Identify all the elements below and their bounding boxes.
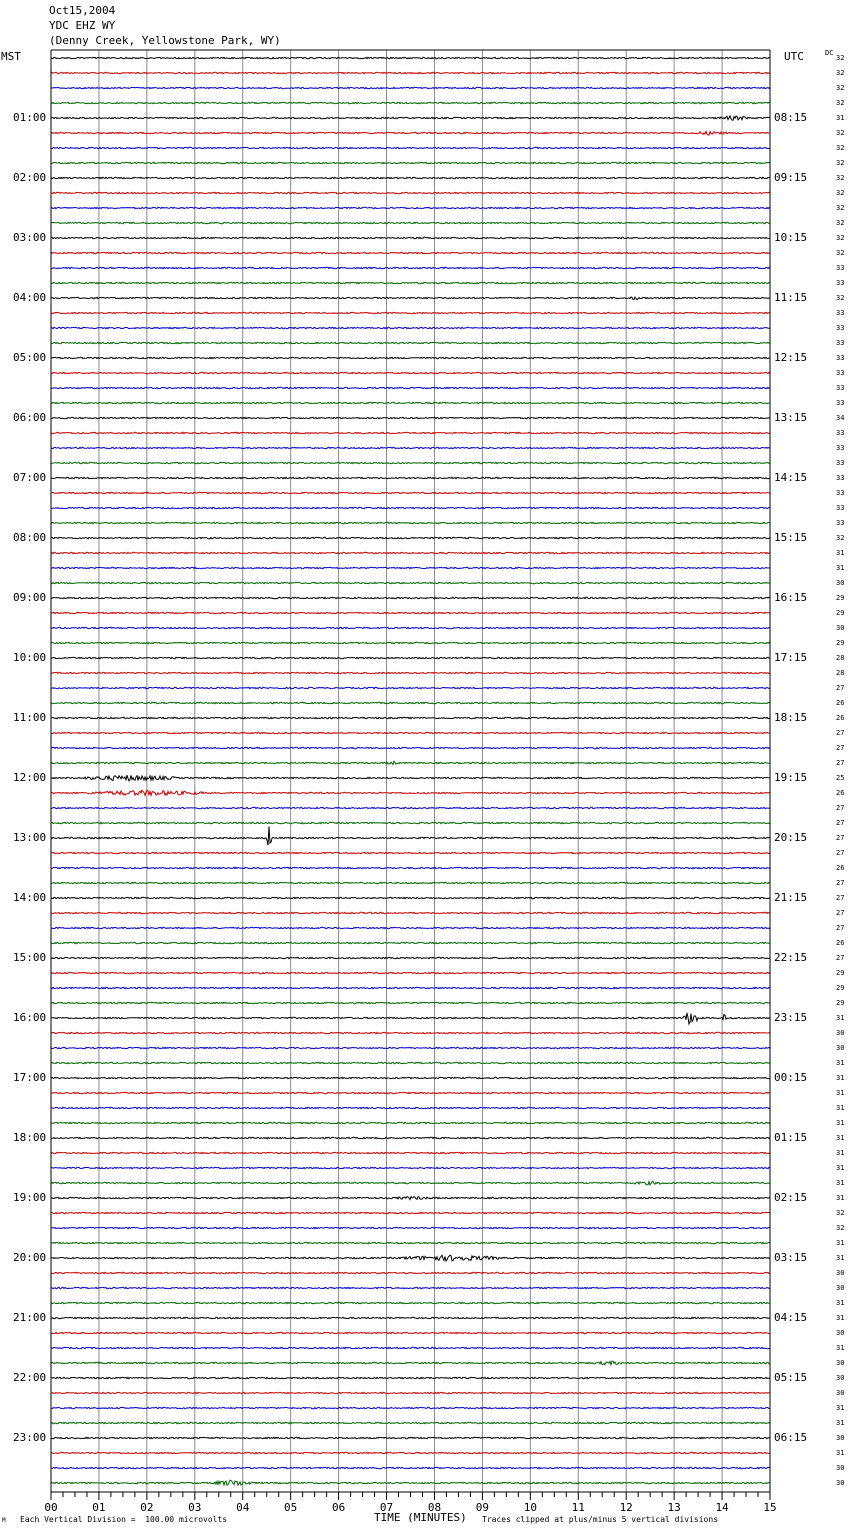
trace-row-22 — [51, 387, 770, 388]
trace-row-82 — [51, 1287, 770, 1288]
dc-offset-label: 31 — [836, 1344, 845, 1352]
x-tick-label: 02 — [140, 1501, 154, 1514]
trace-row-61 — [51, 972, 770, 973]
trace-row-86 — [51, 1347, 770, 1348]
trace-row-38 — [51, 627, 770, 628]
right-hour-label: 03:15 — [774, 1251, 808, 1264]
left-hour-label: 02:00 — [13, 171, 47, 184]
trace-row-26 — [51, 447, 770, 448]
dc-offset-label: 29 — [836, 969, 845, 977]
dc-title: DC — [825, 49, 834, 57]
dc-offset-label: 31 — [836, 1419, 845, 1427]
trace-row-84 — [51, 1317, 770, 1318]
dc-offset-label: 32 — [836, 174, 845, 182]
dc-offset-label: 32 — [836, 159, 845, 167]
trace-row-40 — [51, 657, 770, 658]
right-hour-label: 13:15 — [774, 411, 808, 424]
x-tick-label: 14 — [715, 1501, 729, 1514]
x-tick-label: 04 — [236, 1501, 250, 1514]
dc-offset-label: 31 — [836, 1014, 845, 1022]
x-tick-label: 07 — [379, 1501, 394, 1514]
left-hour-label: 19:00 — [13, 1191, 47, 1204]
dc-offset-label: 31 — [836, 1134, 845, 1142]
dc-offset-label: 30 — [836, 1284, 845, 1292]
dc-offset-label: 30 — [836, 1479, 845, 1487]
dc-offset-label: 27 — [836, 819, 845, 827]
dc-offset-label: 32 — [836, 534, 845, 542]
dc-offset-label: 29 — [836, 594, 845, 602]
dc-offset-label: 26 — [836, 939, 845, 947]
right-hour-label: 23:15 — [774, 1011, 808, 1024]
dc-offset-label: 32 — [836, 294, 845, 302]
left-hour-label: 07:00 — [13, 471, 47, 484]
right-hour-label: 11:15 — [774, 291, 808, 304]
trace-row-34 — [51, 567, 770, 568]
right-hour-label: 16:15 — [774, 591, 808, 604]
plot-frame — [51, 50, 770, 1492]
trace-row-73 — [51, 1152, 770, 1153]
trace-row-44 — [51, 717, 770, 718]
trace-row-43 — [51, 702, 770, 703]
dc-offset-label: 31 — [836, 1164, 845, 1172]
left-hour-label: 16:00 — [13, 1011, 47, 1024]
trace-row-18 — [51, 327, 770, 328]
dc-offset-label: 30 — [836, 1029, 845, 1037]
trace-row-42 — [51, 687, 770, 688]
dc-offset-label: 27 — [836, 879, 845, 887]
dc-offset-label: 31 — [836, 1089, 845, 1097]
dc-offset-label: 26 — [836, 864, 845, 872]
trace-row-20 — [51, 357, 770, 358]
trace-row-16 — [51, 297, 770, 300]
seismic-traces — [51, 57, 770, 1485]
x-tick-label: 13 — [667, 1501, 681, 1514]
trace-row-39 — [51, 642, 770, 643]
left-hour-label: 06:00 — [13, 411, 47, 424]
trace-row-72 — [51, 1137, 770, 1138]
dc-offset-label: 31 — [836, 1239, 845, 1247]
clip-note: Traces clipped at plus/minus 5 vertical divisions — [482, 1515, 719, 1524]
dc-offset-label: 33 — [836, 324, 845, 332]
x-tick-label: 06 — [331, 1501, 346, 1514]
trace-row-91 — [51, 1422, 770, 1423]
x-tick-label: 09 — [475, 1501, 490, 1514]
left-hour-label: 20:00 — [13, 1251, 47, 1264]
dc-offset-label: 33 — [836, 399, 845, 407]
trace-row-69 — [51, 1092, 770, 1093]
dc-offset-label: 33 — [836, 504, 845, 512]
trace-row-19 — [51, 342, 770, 343]
dc-offset-label: 32 — [836, 1209, 845, 1217]
trace-row-28 — [51, 477, 770, 478]
dc-offset-label: 30 — [836, 624, 845, 632]
right-hour-label: 18:15 — [774, 711, 808, 724]
dc-offset-label: 31 — [836, 1314, 845, 1322]
dc-offset-label: 27 — [836, 894, 845, 902]
trace-row-14 — [51, 267, 770, 268]
dc-offset-label: 33 — [836, 519, 845, 527]
trace-row-29 — [51, 492, 770, 493]
dc-offset-label: 27 — [836, 954, 845, 962]
dc-offset-label: 33 — [836, 384, 845, 392]
minute-gridlines — [51, 50, 770, 1492]
dc-offset-label: 33 — [836, 339, 845, 347]
dc-offset-label: 31 — [836, 1104, 845, 1112]
trace-row-9 — [51, 192, 770, 193]
dc-offset-label: 32 — [836, 129, 845, 137]
trace-row-23 — [51, 402, 770, 403]
dc-offset-label: 30 — [836, 1269, 845, 1277]
dc-offset-label: 27 — [836, 744, 845, 752]
trace-row-85 — [51, 1332, 770, 1333]
dc-offset-label: 33 — [836, 369, 845, 377]
dc-offset-label: 30 — [836, 1374, 845, 1382]
right-hour-label: 00:15 — [774, 1071, 808, 1084]
dc-offset-label: 33 — [836, 459, 845, 467]
right-hour-label: 17:15 — [774, 651, 808, 664]
trace-row-2 — [51, 87, 770, 88]
trace-row-83 — [51, 1302, 770, 1303]
trace-row-79 — [51, 1242, 770, 1243]
trace-row-78 — [51, 1227, 770, 1228]
dc-offset-label: 27 — [836, 909, 845, 917]
trace-row-77 — [51, 1212, 770, 1213]
trace-row-35 — [51, 582, 770, 583]
dc-offset-label: 33 — [836, 444, 845, 452]
dc-offset-label: 31 — [836, 114, 845, 122]
trace-row-21 — [51, 372, 770, 373]
dc-offset-label: 28 — [836, 669, 845, 677]
trace-row-58 — [51, 927, 770, 928]
right-hour-label: 08:15 — [774, 111, 808, 124]
left-hour-label: 18:00 — [13, 1131, 47, 1144]
header-station: YDC EHZ WY — [49, 19, 116, 32]
trace-row-5 — [51, 131, 770, 135]
x-axis-title: TIME (MINUTES) — [374, 1511, 467, 1524]
right-hour-label: 02:15 — [774, 1191, 808, 1204]
left-hour-label: 09:00 — [13, 591, 47, 604]
left-hour-label: 17:00 — [13, 1071, 47, 1084]
dc-offset-label: 26 — [836, 789, 845, 797]
x-tick-label: 00 — [44, 1501, 58, 1514]
trace-row-93 — [51, 1452, 770, 1453]
dc-offset-label: 33 — [836, 309, 845, 317]
dc-offset-label: 30 — [836, 1044, 845, 1052]
trace-row-7 — [51, 162, 770, 163]
left-hour-label: 14:00 — [13, 891, 47, 904]
dc-offset-label: 32 — [836, 54, 845, 62]
trace-row-13 — [51, 252, 770, 253]
trace-row-37 — [51, 612, 770, 613]
x-tick-label: 08 — [427, 1501, 442, 1514]
trace-row-87 — [51, 1361, 770, 1365]
right-hour-label: 05:15 — [774, 1371, 808, 1384]
dc-offset-label: 27 — [836, 759, 845, 767]
dc-offset-label: 31 — [836, 549, 845, 557]
dc-offset-label: 30 — [836, 579, 845, 587]
left-hour-label: 15:00 — [13, 951, 47, 964]
dc-offset-label: 32 — [836, 204, 845, 212]
dc-offset-label: 28 — [836, 654, 845, 662]
trace-row-56 — [51, 897, 770, 898]
dc-offset-label: 26 — [836, 699, 845, 707]
dc-offset-label: 27 — [836, 684, 845, 692]
dc-offset-label: 27 — [836, 924, 845, 932]
dc-offset-label: 32 — [836, 189, 845, 197]
dc-offset-label: 27 — [836, 849, 845, 857]
dc-offset-label: 32 — [836, 144, 845, 152]
dc-offset-label: 31 — [836, 1299, 845, 1307]
trace-row-59 — [51, 942, 770, 943]
dc-offset-label: 31 — [836, 1254, 845, 1262]
trace-row-88 — [51, 1377, 770, 1378]
dc-offset-label: 33 — [836, 279, 845, 287]
x-tick-label: 03 — [188, 1501, 202, 1514]
trace-row-74 — [51, 1167, 770, 1168]
dc-offset-label: 31 — [836, 1149, 845, 1157]
trace-row-92 — [51, 1437, 770, 1438]
dc-offset-label: 32 — [836, 249, 845, 257]
trace-row-70 — [51, 1107, 770, 1108]
trace-row-15 — [51, 282, 770, 283]
header-date: Oct15,2004 — [49, 4, 116, 17]
x-tick-label: 12 — [619, 1501, 633, 1514]
right-axis-title: UTC — [784, 50, 804, 63]
trace-row-10 — [51, 207, 770, 208]
dc-offset-label: 30 — [836, 1389, 845, 1397]
left-hour-label: 01:00 — [13, 111, 47, 124]
trace-row-55 — [51, 882, 770, 883]
trace-row-8 — [51, 177, 770, 178]
right-hour-label: 14:15 — [774, 471, 808, 484]
dc-offset-label: 26 — [836, 714, 845, 722]
trace-row-1 — [51, 72, 770, 73]
trace-row-52 — [51, 826, 770, 845]
trace-row-24 — [51, 417, 770, 418]
left-hour-label: 11:00 — [13, 711, 47, 724]
trace-row-27 — [51, 462, 770, 463]
trace-row-50 — [51, 807, 770, 808]
x-tick-label: 10 — [523, 1501, 537, 1514]
left-hour-label: 13:00 — [13, 831, 47, 844]
left-hour-label: 23:00 — [13, 1431, 47, 1444]
left-axis-title: MST — [1, 50, 21, 63]
dc-offset-label: 32 — [836, 84, 845, 92]
trace-row-66 — [51, 1047, 770, 1048]
trace-row-0 — [51, 57, 770, 58]
dc-offset-label: 31 — [836, 564, 845, 572]
x-tick-label: 11 — [571, 1501, 585, 1514]
dc-offset-label: 31 — [836, 1119, 845, 1127]
dc-offset-label: 33 — [836, 489, 845, 497]
dc-offset-label: 33 — [836, 429, 845, 437]
dc-offset-label: 27 — [836, 729, 845, 737]
left-hour-label: 21:00 — [13, 1311, 47, 1324]
trace-row-41 — [51, 672, 770, 673]
trace-row-12 — [51, 237, 770, 238]
dc-offset-label: 31 — [836, 1074, 845, 1082]
trace-row-94 — [51, 1467, 770, 1468]
trace-row-71 — [51, 1122, 770, 1123]
trace-row-31 — [51, 522, 770, 523]
dc-offset-label: 32 — [836, 234, 845, 242]
right-hour-label: 10:15 — [774, 231, 808, 244]
dc-offset-label: 29 — [836, 984, 845, 992]
dc-offset-label: 30 — [836, 1329, 845, 1337]
trace-row-33 — [51, 552, 770, 553]
trace-row-64 — [51, 1013, 770, 1024]
trace-row-62 — [51, 987, 770, 988]
right-hour-label: 01:15 — [774, 1131, 808, 1144]
dc-offset-label: 25 — [836, 774, 845, 782]
trace-row-75 — [51, 1181, 770, 1185]
trace-row-48 — [51, 775, 770, 781]
dc-offset-label: 27 — [836, 804, 845, 812]
left-hour-label: 08:00 — [13, 531, 47, 544]
dc-offset-label: 34 — [836, 414, 845, 422]
trace-row-32 — [51, 537, 770, 538]
dc-offset-label: 32 — [836, 99, 845, 107]
trace-row-53 — [51, 852, 770, 853]
x-tick-label: 05 — [284, 1501, 298, 1514]
trace-row-47 — [51, 761, 770, 764]
trace-row-49 — [51, 790, 770, 795]
dc-offset-label: 29 — [836, 999, 845, 1007]
dc-offset-label: 33 — [836, 474, 845, 482]
trace-row-90 — [51, 1407, 770, 1408]
left-hour-label: 05:00 — [13, 351, 47, 364]
trace-row-25 — [51, 432, 770, 433]
trace-row-57 — [51, 912, 770, 913]
trace-row-30 — [51, 507, 770, 508]
right-hour-label: 04:15 — [774, 1311, 808, 1324]
left-hour-label: 10:00 — [13, 651, 47, 664]
dc-offset-label: 31 — [836, 1194, 845, 1202]
dc-offset-label: 30 — [836, 1464, 845, 1472]
dc-offset-label: 31 — [836, 1404, 845, 1412]
trace-row-76 — [51, 1197, 770, 1200]
trace-row-81 — [51, 1272, 770, 1273]
dc-offset-label: 32 — [836, 69, 845, 77]
right-hour-label: 20:15 — [774, 831, 808, 844]
trace-row-11 — [51, 222, 770, 223]
trace-row-46 — [51, 747, 770, 748]
dc-offset-label: 29 — [836, 609, 845, 617]
dc-offset-label: 33 — [836, 354, 845, 362]
x-tick-label: 01 — [92, 1501, 106, 1514]
left-hour-label: 03:00 — [13, 231, 47, 244]
right-hour-label: 21:15 — [774, 891, 808, 904]
dc-offset-label: 31 — [836, 1179, 845, 1187]
right-hour-label: 15:15 — [774, 531, 808, 544]
trace-row-67 — [51, 1062, 770, 1063]
dc-offset-label: 31 — [836, 1059, 845, 1067]
corner-mark: M — [2, 1517, 6, 1524]
trace-row-17 — [51, 312, 770, 313]
left-hour-label: 04:00 — [13, 291, 47, 304]
dc-offset-label: 29 — [836, 639, 845, 647]
trace-row-54 — [51, 867, 770, 868]
dc-offset-label: 32 — [836, 1224, 845, 1232]
left-hour-label: 12:00 — [13, 771, 47, 784]
dc-offset-label: 30 — [836, 1434, 845, 1442]
trace-row-45 — [51, 732, 770, 733]
trace-row-89 — [51, 1392, 770, 1393]
trace-row-36 — [51, 597, 770, 598]
right-hour-label: 06:15 — [774, 1431, 808, 1444]
trace-row-3 — [51, 102, 770, 103]
dc-offset-label: 33 — [836, 264, 845, 272]
trace-row-63 — [51, 1002, 770, 1003]
x-tick-label: 15 — [763, 1501, 777, 1514]
scale-note: Each Vertical Division = 100.00 microvolts — [20, 1515, 228, 1524]
trace-row-68 — [51, 1077, 770, 1078]
trace-row-65 — [51, 1032, 770, 1033]
right-hour-label: 09:15 — [774, 171, 808, 184]
right-hour-label: 22:15 — [774, 951, 808, 964]
trace-row-6 — [51, 147, 770, 148]
header-location: (Denny Creek, Yellowstone Park, WY) — [49, 34, 281, 47]
trace-row-95 — [51, 1480, 770, 1485]
trace-row-4 — [51, 116, 770, 120]
dc-offset-label: 27 — [836, 834, 845, 842]
trace-row-51 — [51, 822, 770, 823]
trace-row-60 — [51, 957, 770, 958]
dc-offset-label: 30 — [836, 1359, 845, 1367]
right-hour-label: 12:15 — [774, 351, 808, 364]
trace-row-80 — [51, 1255, 770, 1261]
dc-offset-label: 32 — [836, 219, 845, 227]
left-hour-label: 22:00 — [13, 1371, 47, 1384]
right-hour-label: 19:15 — [774, 771, 808, 784]
dc-offset-label: 31 — [836, 1449, 845, 1457]
